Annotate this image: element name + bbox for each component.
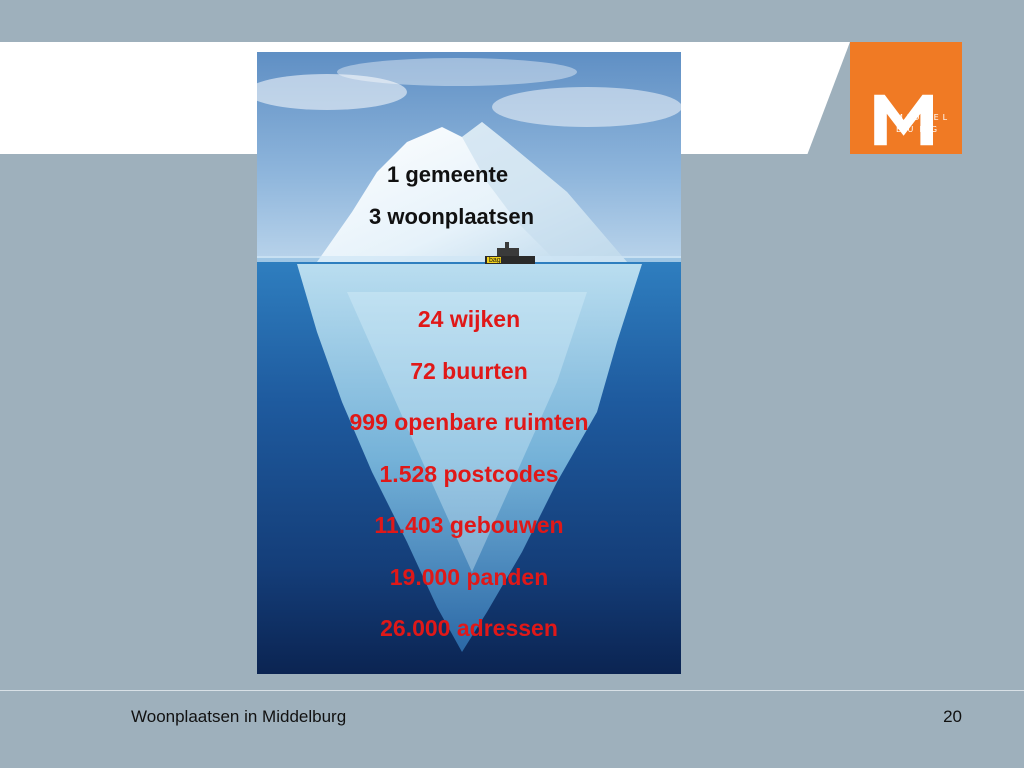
- iceberg-image: [257, 52, 681, 674]
- logo-top-text: MIDDEL: [896, 113, 952, 122]
- below-water-list: [257, 294, 681, 655]
- below-water-item: 19.000 panden: [389, 563, 549, 590]
- middelburg-logo: [850, 42, 962, 154]
- below-water-item: 72 buurten: [410, 357, 528, 384]
- below-water-item: 11.403 gebouwen: [374, 512, 564, 538]
- above-water-line-2: 3 woonplaatsen: [369, 204, 535, 229]
- logo-m-icon: [850, 42, 962, 154]
- ship-label: bag: [489, 257, 501, 264]
- below-water-item: 26.000 adressen: [380, 615, 558, 641]
- above-water-line-1: 1 gemeente: [387, 162, 509, 187]
- page-number: 20: [943, 707, 962, 726]
- footer-title: Woonplaatsen in Middelburg: [131, 707, 347, 726]
- footer-divider: [0, 690, 1024, 691]
- below-water-item: 999 openbare ruimten: [349, 409, 589, 435]
- below-water-item: 1.528 postcodes: [379, 460, 559, 487]
- below-water-item: 24 wijken: [417, 306, 521, 332]
- logo-bottom-text: BURG: [896, 125, 944, 134]
